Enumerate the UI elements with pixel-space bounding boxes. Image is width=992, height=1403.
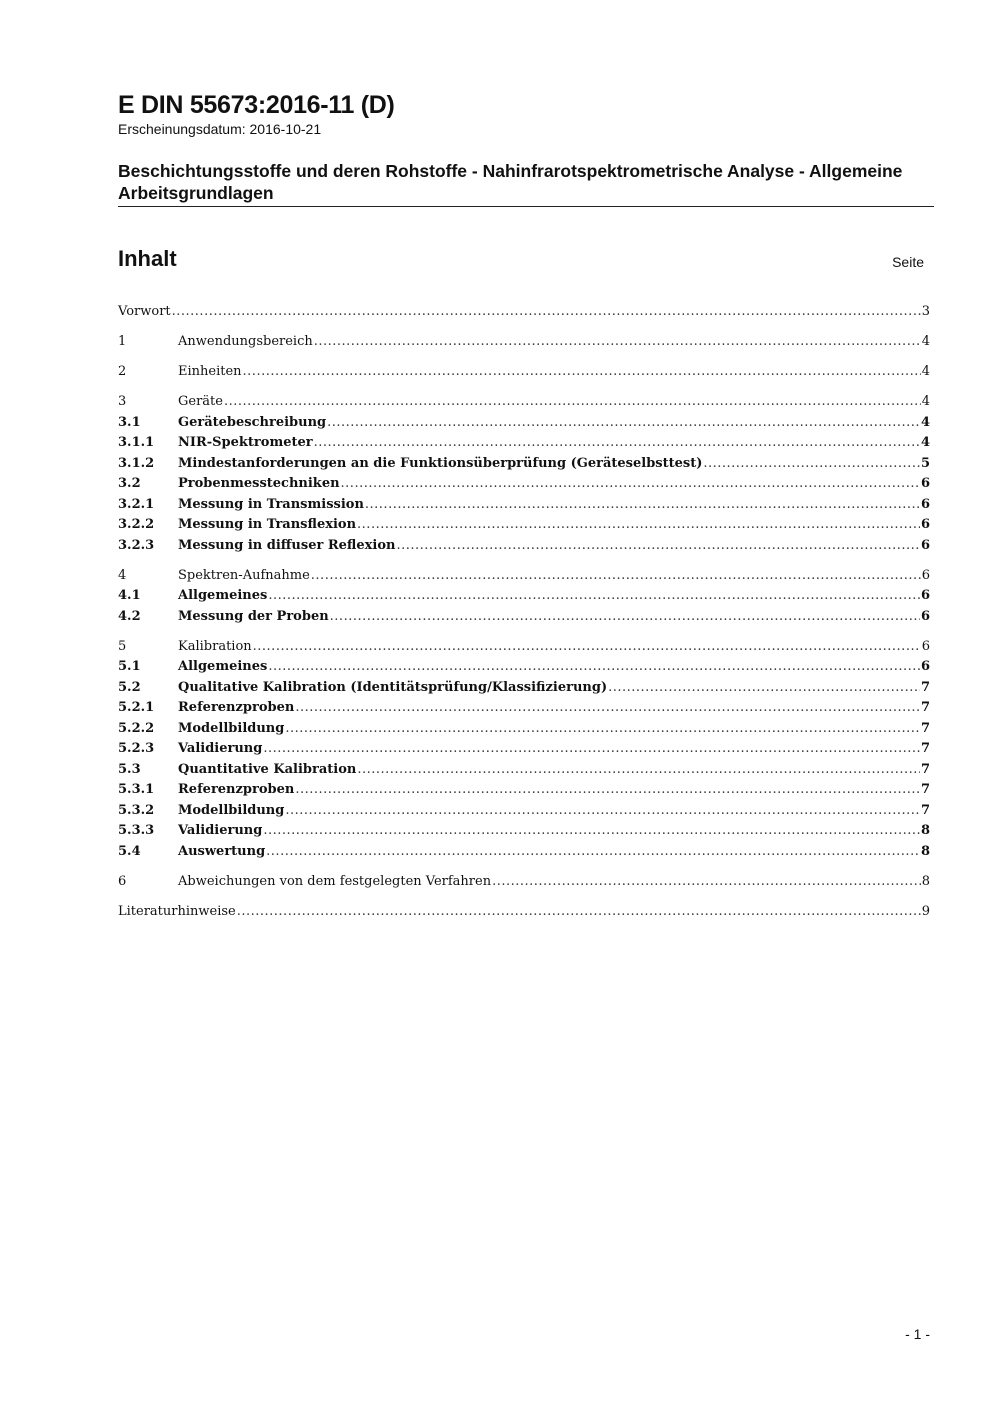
toc-entry[interactable] [118, 495, 930, 516]
toc-entry[interactable] [118, 515, 930, 536]
toc-leader-dots [365, 495, 920, 516]
document-id: E DIN 55673:2016-11 (D) [118, 91, 395, 119]
toc-entry-number: 5.3.1 [118, 782, 155, 797]
toc-entry-page: 4 [921, 334, 930, 349]
toc-entry-title: Mindestanforderungen an die Funktionsüberprüfung (Geräteselbsttest) [178, 455, 703, 471]
toc-leader-dots [327, 413, 920, 434]
toc-entry-page: 7 [920, 720, 930, 736]
toc-entry[interactable] [118, 413, 930, 434]
toc-entry-title: Messung der Proben [178, 608, 329, 624]
toc-leader-dots [314, 332, 921, 353]
toc-entry-title: Qualitative Kalibration (Identitätsprüfung/Klassifizierung) [178, 679, 608, 695]
toc-entry-title: Referenzproben [178, 700, 295, 715]
document-title: Beschichtungsstoffe und deren Rohstoffe - Nahinfrarotspektrometrische Analyse - Allgemeine Arbeitsgrundlagen [118, 161, 903, 203]
toc-entry[interactable] [118, 821, 930, 842]
toc-entry[interactable] [118, 780, 930, 801]
toc-entry-number: 3.1.1 [118, 435, 155, 450]
toc-entry-number: 5.2.3 [118, 741, 155, 756]
toc-leader-dots [311, 566, 921, 587]
toc-entry-number: 3.2.2 [118, 517, 155, 532]
toc-entry-number: 5 [118, 638, 127, 654]
toc-entry-title: Anwendungsbereich [178, 334, 313, 349]
toc-entry-number: 3.1.2 [118, 455, 155, 471]
toc-leader-dots [357, 760, 920, 781]
toc-leader-dots [172, 302, 921, 323]
toc-entry-page: 7 [920, 761, 930, 777]
toc-entry-page: 5 [920, 455, 930, 471]
toc-leader-dots [314, 433, 920, 454]
toc-entry-page: 8 [920, 843, 930, 859]
toc-entry[interactable] [118, 739, 930, 760]
toc-entry-title: Messung in Transflexion [178, 517, 357, 532]
toc-entry-title: Spektren-Aufnahme [178, 567, 310, 583]
toc-entry-number: 2 [118, 364, 127, 379]
toc-entry-page: 8 [921, 873, 930, 889]
toc-entry-number: 5.2.1 [118, 700, 155, 715]
toc-entry-page: 7 [920, 741, 930, 756]
toc-leader-dots [253, 637, 921, 658]
toc-entry-page: 6 [920, 476, 930, 491]
toc-leader-dots [268, 586, 920, 607]
toc-entry-page: 7 [920, 679, 930, 695]
toc-entry-title: Modellbildung [178, 802, 285, 818]
toc-leader-dots [608, 678, 920, 699]
toc-entry-number: 5.2 [118, 679, 141, 695]
toc-entry[interactable] [118, 433, 930, 454]
toc-entry-number: 3.2.3 [118, 537, 155, 553]
toc-entry-number: 5.4 [118, 843, 141, 859]
toc-entry[interactable] [118, 566, 930, 587]
toc-entry-page: 4 [920, 435, 930, 450]
toc-entry-number: 5.1 [118, 659, 141, 674]
toc-entry[interactable] [118, 586, 930, 607]
toc-entry-number: 3.2 [118, 476, 141, 491]
toc-leader-dots [341, 474, 920, 495]
toc-leader-dots [492, 872, 921, 893]
toc-entry-number: 6 [118, 873, 127, 889]
toc-entry-page: 4 [921, 394, 930, 409]
toc-entry-title: Literaturhinweise [118, 903, 236, 919]
table-of-contents [118, 302, 930, 922]
toc-entry[interactable] [118, 842, 930, 863]
toc-entry-title: Probenmesstechniken [178, 476, 340, 491]
toc-entry-page: 7 [920, 802, 930, 818]
toc-leader-dots [224, 392, 921, 413]
toc-entry[interactable] [118, 362, 930, 383]
toc-entry-title: Abweichungen von dem festgelegten Verfahren [178, 873, 492, 889]
toc-leader-dots [703, 454, 920, 475]
toc-entry[interactable] [118, 332, 930, 353]
toc-leader-dots [263, 821, 920, 842]
toc-entry[interactable] [118, 392, 930, 413]
toc-entry-number: 5.3.3 [118, 823, 155, 838]
toc-leader-dots [295, 780, 920, 801]
toc-entry-title: Quantitative Kalibration [178, 761, 357, 777]
toc-entry[interactable] [118, 607, 930, 628]
publication-date: Erscheinungsdatum: 2016-10-21 [118, 121, 322, 137]
toc-entry-title: Einheiten [178, 364, 242, 379]
toc-leader-dots [295, 698, 920, 719]
toc-entry-page: 7 [920, 700, 930, 715]
toc-entry-number: 5.3 [118, 761, 141, 777]
toc-entry-title: Modellbildung [178, 720, 285, 736]
toc-entry-page: 6 [920, 588, 930, 603]
toc-leader-dots [263, 739, 920, 760]
toc-entry-title: Vorwort [118, 304, 171, 319]
toc-entry-page: 8 [920, 823, 930, 838]
toc-entry-page: 6 [920, 517, 930, 532]
toc-page-column-label: Seite [892, 254, 924, 270]
toc-entry-number: 3 [118, 394, 127, 409]
toc-entry[interactable] [118, 637, 930, 658]
toc-entry-title: Validierung [178, 823, 263, 838]
toc-entry[interactable] [118, 698, 930, 719]
toc-entry-title: Auswertung [178, 843, 266, 859]
toc-entry-title: Allgemeines [178, 659, 268, 674]
toc-entry-title: Messung in diffuser Reflexion [178, 537, 396, 553]
toc-entry-page: 6 [921, 638, 930, 654]
toc-entry-page: 6 [920, 659, 930, 674]
toc-entry-title: Messung in Transmission [178, 496, 364, 512]
toc-entry[interactable] [118, 657, 930, 678]
toc-entry-number: 1 [118, 334, 127, 349]
toc-entry[interactable] [118, 801, 930, 822]
toc-leader-dots [266, 842, 920, 863]
toc-leader-dots [237, 902, 921, 923]
toc-entry[interactable] [118, 302, 930, 323]
toc-entry[interactable] [118, 872, 930, 893]
toc-entry-number: 4.2 [118, 608, 141, 624]
toc-entry[interactable] [118, 719, 930, 740]
toc-leader-dots [285, 801, 920, 822]
toc-entry-number: 4 [118, 567, 127, 583]
toc-entry-page: 7 [920, 782, 930, 797]
toc-leader-dots [243, 362, 921, 383]
toc-entry-title: Allgemeines [178, 588, 268, 603]
toc-entry[interactable] [118, 474, 930, 495]
toc-entry-title: Geräte [178, 394, 223, 409]
toc-entry[interactable] [118, 678, 930, 699]
toc-entry-page: 6 [921, 567, 930, 583]
toc-entry-title: Validierung [178, 741, 263, 756]
toc-leader-dots [268, 657, 920, 678]
toc-entry[interactable] [118, 760, 930, 781]
toc-entry-number: 3.1 [118, 414, 141, 430]
toc-entry-page: 9 [921, 903, 930, 919]
title-divider [118, 206, 934, 207]
toc-leader-dots [396, 536, 919, 557]
page-number: - 1 - [905, 1326, 930, 1342]
toc-entry-page: 6 [920, 608, 930, 624]
toc-leader-dots [357, 515, 920, 536]
toc-leader-dots [330, 607, 920, 628]
toc-entry-number: 5.3.2 [118, 802, 155, 818]
toc-entry-title: Referenzproben [178, 782, 295, 797]
toc-heading: Inhalt [118, 246, 177, 271]
toc-entry[interactable] [118, 902, 930, 923]
toc-leader-dots [285, 719, 920, 740]
toc-entry-title: NIR-Spektrometer [178, 435, 313, 450]
toc-entry-page: 6 [920, 537, 930, 553]
toc-entry-title: Gerätebeschreibung [178, 414, 327, 430]
toc-entry-page: 6 [920, 496, 930, 512]
toc-entry-number: 3.2.1 [118, 496, 155, 512]
toc-entry-number: 4.1 [118, 588, 141, 603]
toc-entry-title: Kalibration [178, 638, 252, 654]
toc-entry[interactable] [118, 454, 930, 475]
toc-entry-page: 3 [921, 304, 930, 319]
toc-entry-page: 4 [920, 414, 930, 430]
toc-entry-number: 5.2.2 [118, 720, 155, 736]
toc-entry-page: 4 [921, 364, 930, 379]
toc-entry[interactable] [118, 536, 930, 557]
